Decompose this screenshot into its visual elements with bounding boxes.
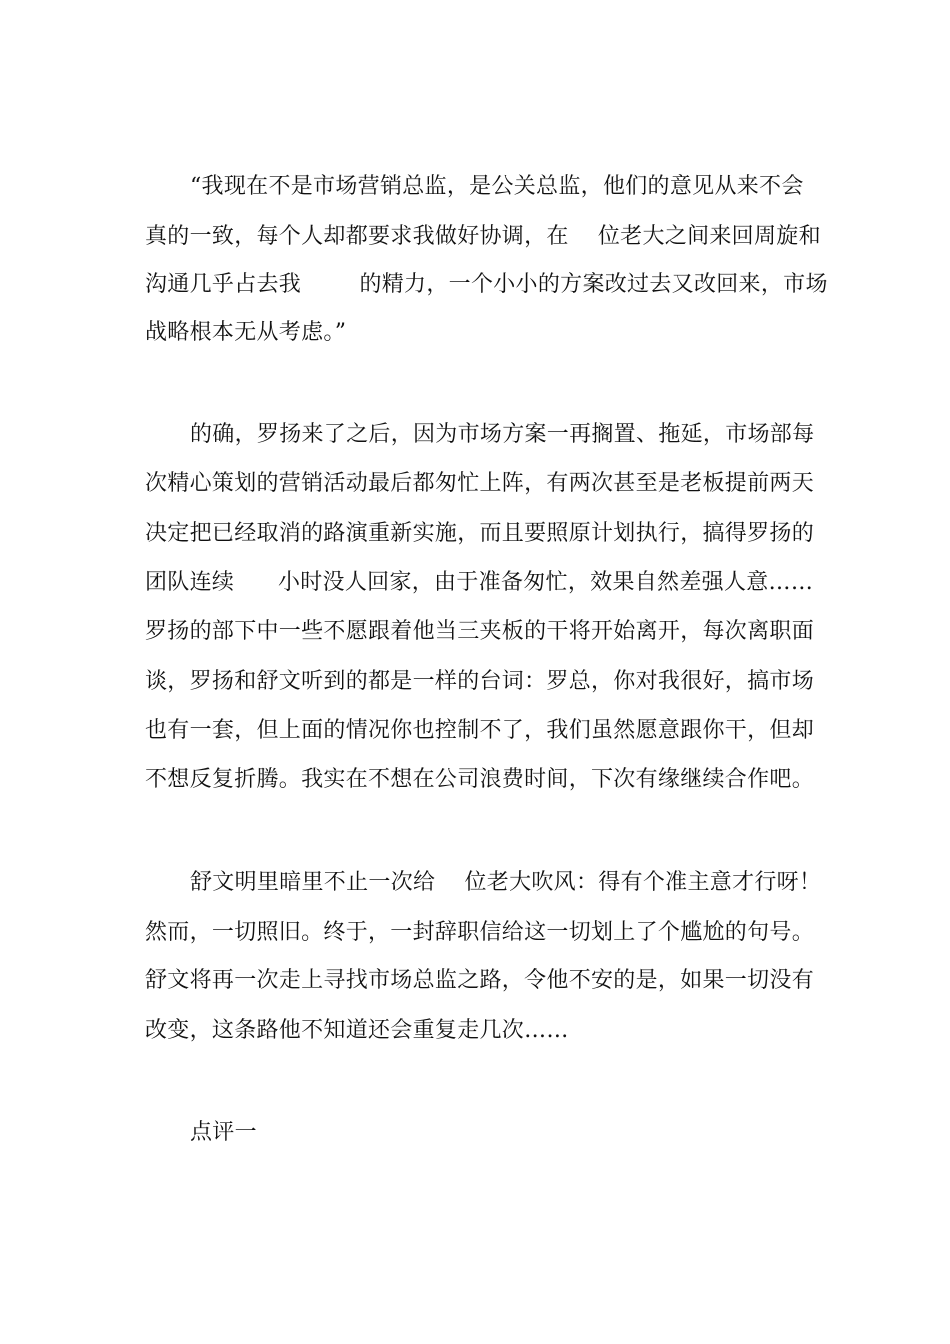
- paragraph-3-line-3: 舒文将再一次走上寻找市场总监之路，令他不安的是，如果一切没有: [145, 968, 815, 993]
- paragraph-1-line-4: 战略根本无从考虑。”: [145, 320, 347, 345]
- paragraph-1-line-1: “我现在不是市场营销总监，是公关总监，他们的意见从来不会: [190, 174, 804, 199]
- paragraph-2-line-7: 也有一套，但上面的情况你也控制不了，我们虽然愿意跟你干，但却: [145, 718, 815, 743]
- paragraph-2-line-3: 决定把已经取消的路演重新实施，而且要照原计划执行，搞得罗扬的: [145, 521, 815, 546]
- paragraph-2-line-1: 的确，罗扬来了之后，因为市场方案一再搁置、拖延，市场部每: [190, 422, 815, 447]
- paragraph-2-line-5: 罗扬的部下中一些不愿跟着他当三夹板的干将开始离开，每次离职面: [145, 619, 815, 644]
- paragraph-3-line-4: 改变，这条路他不知道还会重复走几次……: [145, 1018, 569, 1043]
- paragraph-1-line-2: 真的一致，每个人却都要求我做好协调，在 位老大之间来回周旋和: [145, 224, 821, 249]
- paragraph-2-line-6: 谈，罗扬和舒文听到的都是一样的台词：罗总，你对我很好，搞市场: [145, 669, 815, 694]
- paragraph-3-line-1: 舒文明里暗里不止一次给 位老大吹风：得有个准主意才行呀！: [190, 870, 822, 895]
- section-heading: 点评一: [190, 1120, 257, 1145]
- paragraph-3-line-2: 然而，一切照旧。终于，一封辞职信给这一切划上了个尴尬的句号。: [145, 920, 815, 945]
- paragraph-2-line-2: 次精心策划的营销活动最后都匆忙上阵，有两次甚至是老板提前两天: [145, 471, 815, 496]
- paragraph-1-line-3: 沟通几乎占去我 的精力，一个小小的方案改过去又改回来，市场: [145, 272, 828, 297]
- paragraph-2-line-4: 团队连续 小时没人回家，由于准备匆忙，效果自然差强人意……: [145, 570, 814, 595]
- paragraph-2-line-8: 不想反复折腾。我实在不想在公司浪费时间，下次有缘继续合作吧。: [145, 767, 815, 792]
